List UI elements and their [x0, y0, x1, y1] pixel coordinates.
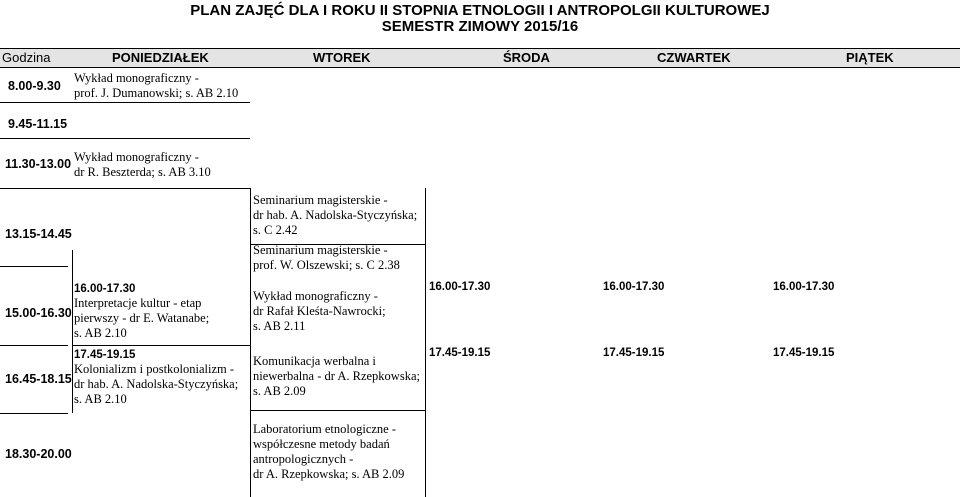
col-divider: [425, 188, 426, 497]
class-line: Seminarium magisterskie -: [253, 193, 388, 207]
class-line: Wykład monograficzny -: [74, 150, 199, 164]
header-tuesday: WTOREK: [313, 50, 371, 65]
slot-time: 16.45-18.15: [5, 372, 72, 386]
header-thursday: CZWARTEK: [657, 50, 731, 65]
header-wednesday: ŚRODA: [503, 50, 550, 65]
class-time: 16.00-17.30: [429, 281, 491, 293]
slot-time: 9.45-11.15: [8, 117, 68, 131]
row-divider: [250, 410, 425, 411]
class-line: s. AB 2.10: [74, 326, 127, 340]
row-divider: [0, 266, 68, 267]
class-time: 16.00-17.30: [773, 281, 835, 293]
header-monday: PONIEDZIAŁEK: [112, 50, 209, 65]
class-line: dr R. Beszterda; s. AB 3.10: [74, 165, 211, 179]
slot-time: 8.00-9.30: [8, 79, 61, 93]
class-line: Seminarium magisterskie -: [253, 243, 388, 257]
col-divider: [250, 188, 251, 497]
header-time: Godzina: [2, 50, 51, 65]
class-line: s. AB 2.10: [74, 392, 127, 406]
class-line: prof. W. Olszewski; s. C 2.38: [253, 258, 400, 272]
row-divider: [0, 138, 250, 139]
class-time: 17.45-19.15: [74, 349, 136, 361]
slot-time: 11.30-13.00: [5, 157, 72, 171]
slot-time: 18.30-20.00: [5, 447, 72, 461]
class-line: s. AB 2.09: [253, 384, 306, 398]
class-time: 16.00-17.30: [74, 283, 136, 295]
class-line: Komunikacja werbalna i: [253, 354, 376, 368]
class-line: dr Rafał Kleśta-Nawrocki;: [253, 304, 386, 318]
class-line: Interpretacje kultur - etap: [74, 296, 202, 310]
page-subtitle: SEMESTR ZIMOWY 2015/16: [381, 18, 579, 35]
class-line: Wykład monograficzny -: [253, 289, 378, 303]
header-friday: PIĄTEK: [846, 50, 894, 65]
class-line: Laboratorium etnologiczne -: [253, 422, 396, 436]
class-line: Kolonializm i postkolonializm -: [74, 362, 235, 376]
slot-time: 13.15-14.45: [5, 227, 72, 241]
row-divider: [0, 102, 250, 103]
class-line: pierwszy - dr E. Watanabe;: [74, 311, 210, 325]
class-time: 17.45-19.15: [773, 347, 835, 359]
row-divider: [0, 345, 68, 346]
class-line: s. AB 2.11: [253, 319, 306, 333]
class-time: 17.45-19.15: [429, 347, 491, 359]
class-line: Wykład monograficzny -: [74, 71, 199, 85]
class-line: s. C 2.42: [253, 223, 298, 237]
class-time: 17.45-19.15: [603, 347, 665, 359]
class-line: niewerbalna - dr A. Rzepkowska;: [253, 369, 420, 383]
row-divider: [72, 345, 250, 346]
class-line: prof. J. Dumanowski; s. AB 2.10: [74, 86, 239, 100]
class-line: dr hab. A. Nadolska-Styczyńska;: [253, 208, 418, 222]
page-title: PLAN ZAJĘĆ DLA I ROKU II STOPNIA ETNOLOGII I ANTROPOLGII KULTUROWEJ: [190, 2, 770, 19]
row-divider: [0, 188, 250, 189]
col-divider: [72, 250, 73, 413]
row-divider: [0, 413, 68, 414]
slot-time: 15.00-16.30: [5, 306, 72, 320]
class-line: antropologicznych -: [253, 452, 354, 466]
class-line: współczesne metody badań: [253, 437, 390, 451]
class-time: 16.00-17.30: [603, 281, 665, 293]
class-line: dr A. Rzepkowska; s. AB 2.09: [253, 467, 405, 481]
class-line: dr hab. A. Nadolska-Styczyńska;: [74, 377, 239, 391]
